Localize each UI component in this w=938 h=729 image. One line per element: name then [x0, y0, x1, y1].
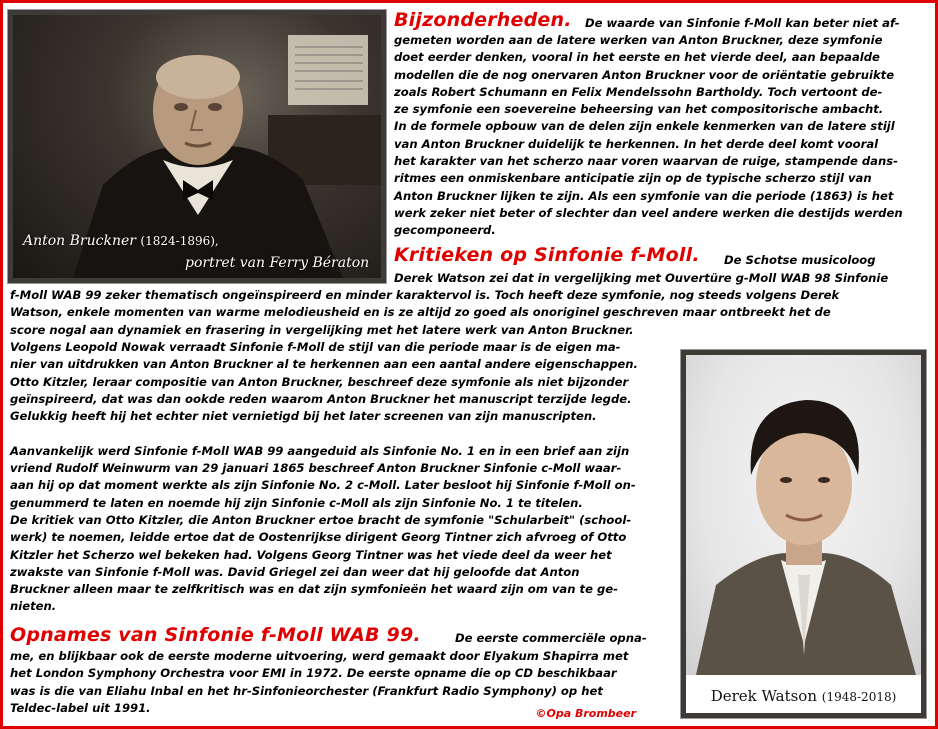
- bruckner-portrait-image: [8, 10, 386, 283]
- text-line: gemeten worden aan de latere werken van Anton Bruckner, deze symfonie: [394, 33, 883, 47]
- text-line-blank: [10, 425, 638, 442]
- bruckner-caption-line1: [23, 233, 219, 249]
- bruckner-caption-years: (1824-1896),: [140, 234, 219, 248]
- copyright-label: ©Opa Brombeer: [535, 707, 636, 720]
- text-line: was is die van Eliahu Inbal en het hr-Sinfonieorchester (Frankfurt Radio Symphony) op het: [10, 683, 603, 698]
- text-line: zoals Robert Schumann en Felix Mendelssohn Bartholdy. Toch vertoont de-: [394, 84, 883, 99]
- text-line: modellen die de nog onervaren Anton Bruckner voor de oriëntatie gebruikte: [394, 67, 895, 82]
- text-line: genummerd te laten en noemde hij zijn Sinfonie c-Moll als zijn Sinfonie No. 1 te titelen.: [10, 495, 583, 510]
- watson-photo-drawing: [686, 355, 921, 675]
- watson-caption-name: Derek Watson: [710, 687, 817, 705]
- watson-photo-image: [681, 350, 926, 718]
- heading-bijzonderheden: Bijzonderheden.: [394, 9, 572, 31]
- kritieken-full-body: [10, 287, 839, 339]
- kritieken-right-line: Derek Watson zei dat in vergelijking met Ouvertüre g-Moll WAB 98 Sinfonie: [394, 271, 889, 285]
- text-line: Watson, enkele momenten van warme melodieusheid en is ze altijd zo goed als onoriginel geschreven maar ontbreekt het de: [10, 305, 831, 320]
- bruckner-caption-portrait: portret van Ferry Bératon: [185, 255, 370, 271]
- text-line: doet eerder denken, vooral in het eerste en het vierde deel, aan bepaalde: [394, 50, 880, 65]
- heading-opnames: Opnames van Sinfonie f-Moll WAB 99.: [10, 624, 421, 646]
- text-line: gecomponeerd.: [394, 223, 496, 238]
- bijzonderheden-body: [394, 32, 903, 240]
- watson-photo-background: [686, 355, 921, 675]
- text-line: Aanvankelijk werd Sinfonie f-Moll WAB 99 aangeduid als Sinfonie No. 1 en in een brief aan zijn: [10, 443, 630, 458]
- text-line: Teldec-label uit 1991.: [10, 700, 151, 715]
- text-line: De kritiek van Otto Kitzler, die Anton Bruckner ertoe bracht de symfonie "Schularbeit" (school-: [10, 512, 632, 527]
- text-line: Gelukkig heeft hij het echter niet vernietigd bij het later screenen van zijn manuscripten.: [10, 409, 597, 424]
- bruckner-caption-name: Anton Bruckner: [23, 233, 136, 249]
- text-line: f-Moll WAB 99 zeker thematisch ongeïnspireerd en minder karaktervol is. Toch heeft deze symfonie, nog steeds volgens Derek: [10, 288, 840, 302]
- opnames-lead: De eerste commerciële opna-: [455, 631, 647, 645]
- text-line: Kitzler het Scherzo wel bekeken had. Volgens Georg Tintner was het viede deel da weer het: [10, 547, 612, 562]
- text-line: Bruckner alleen maar te zelfkritisch was en dat zijn symfonieën het waard zijn om van te ge-: [10, 582, 618, 597]
- kritieken-lead: De Schotse musicoloog: [724, 253, 876, 267]
- text-line: Otto Kitzler, leraar compositie van Anton Bruckner, beschreef deze symfonie als niet bijzonder: [10, 374, 629, 389]
- text-line: ritmes een onmiskenbare anticipatie zijn op de typische scherzo stijl van: [394, 171, 872, 186]
- watson-caption: [686, 687, 921, 705]
- kritieken-narrow-body: [10, 339, 638, 616]
- text-line: Anton Bruckner lijken te zijn. Als een symfonie van die periode (1863) is het: [394, 188, 894, 203]
- text-line: werk) te noemen, leidde ertoe dat de Oostenrijkse dirigent Georg Tintner zich afvroeg of Otto: [10, 530, 627, 545]
- text-line: score nogal aan dynamiek en frasering in vergelijking met het latere werk van Anton Bruckner.: [10, 322, 634, 337]
- bijzonderheden-first-line: De waarde van Sinfonie f-Moll kan beter niet af-: [585, 16, 900, 30]
- text-line: ze symfonie een soevereine beheersing van het compositorische ambacht.: [394, 102, 884, 117]
- text-line: In de formele opbouw van de delen zijn enkele kenmerken van de latere stijl: [394, 119, 895, 134]
- text-line: me, en blijkbaar ook de eerste moderne uitvoering, werd gemaakt door Elyakum Shapirra met: [10, 649, 629, 663]
- text-line: aan hij op dat moment werkte als zijn Sinfonie No. 2 c-Moll. Later besloot hij Sinfonie f-Moll on-: [10, 478, 636, 493]
- text-line: geïnspireerd, dat was dan ookde reden waarom Anton Bruckner het manuscript terzijde legde.: [10, 391, 632, 406]
- text-line: werk zeker niet beter of slechter dan veel andere werken die destijds werden: [394, 205, 903, 220]
- watson-caption-years: (1948-2018): [821, 690, 897, 704]
- text-line: van Anton Bruckner duidelijk te herkennen. In het derde deel komt vooral: [394, 136, 879, 151]
- text-line: vriend Rudolf Weinwurm van 29 januari 1865 beschreef Anton Bruckner Sinfonie c-Moll waar-: [10, 461, 622, 476]
- text-line: zwakste van Sinfonie f-Moll was. David Griegel zei dan weer dat hij geloofde dat Anton: [10, 564, 580, 579]
- text-line: Volgens Leopold Nowak verraadt Sinfonie f-Moll de stijl van die periode maar is de eigen ma-: [10, 340, 621, 354]
- text-line: nieten.: [10, 599, 57, 614]
- heading-kritieken: Kritieken op Sinfonie f-Moll.: [394, 244, 700, 266]
- text-line: het karakter van het scherzo naar voren waarvan de ruige, stampende dans-: [394, 154, 898, 169]
- text-line: het London Symphony Orchestra voor EMI in 1972. De eerste opname die op CD beschikbaar: [10, 666, 617, 681]
- text-line: nier van uitdrukken van Anton Bruckner al te herkennen aan een aantal andere eigenschappen.: [10, 357, 638, 372]
